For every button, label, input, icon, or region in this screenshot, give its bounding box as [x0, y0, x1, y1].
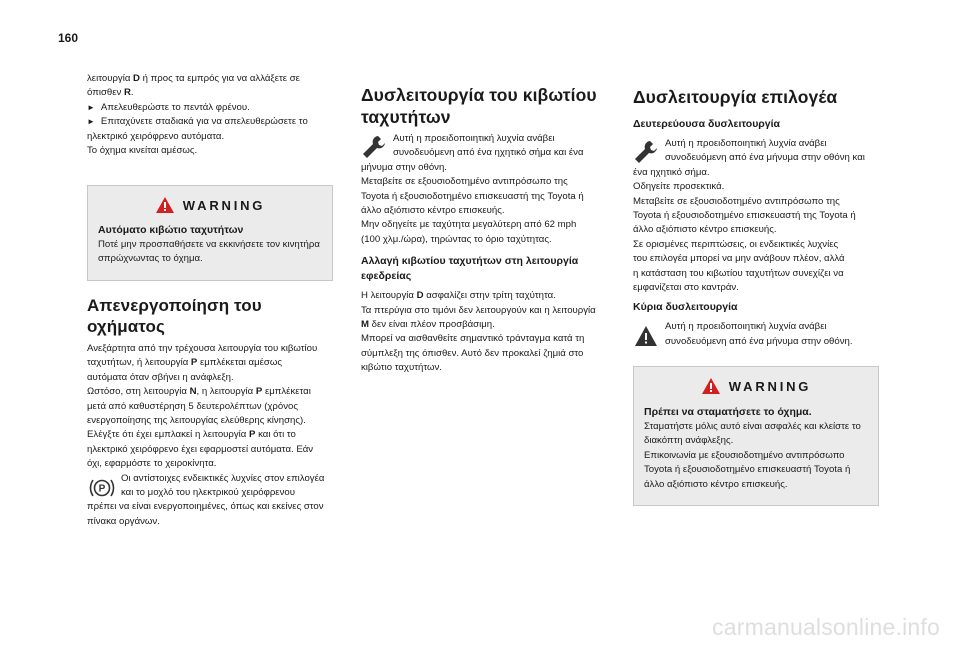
text-line: Ανεξάρτητα από την τρέχουσα λειτουργία του κιβωτίου	[87, 343, 318, 354]
parking-brake-indicator-icon	[87, 476, 117, 500]
icon-paragraph	[633, 137, 883, 166]
warning-box	[633, 366, 879, 506]
warning-box	[87, 185, 333, 281]
warning-triangle-icon	[701, 377, 721, 395]
wrench-icon	[633, 139, 659, 165]
text-line: (100 χλμ./ώρα), τηρώντας το όριο ταχύτητας.	[361, 233, 552, 245]
icon-paragraph	[633, 320, 883, 349]
text-line: Τα πτερύγια στο τιμόνι δεν λειτουργούν και η λειτουργία	[361, 304, 596, 316]
text-line: άλλο αξιόπιστο κέντρο επισκευής.	[633, 224, 777, 236]
text-line: Αυτή η προειδοποιητική λυχνία ανάβει	[665, 138, 827, 149]
bullet-accelerate: ► Επιταχύνετε σταδιακά για να απελευθερώσετε το	[87, 115, 333, 129]
text-line: Toyota ή εξουσιοδοτημένο επισκευαστή της Toyota ή	[633, 210, 856, 222]
text-line: Η λειτουργία D ασφαλίζει στην τρίτη ταχύτητα.	[361, 290, 556, 302]
bullet-release-brake: ► Απελευθερώστε το πεντάλ φρένου.	[87, 101, 333, 115]
warning-text: Επικοινωνία με εξουσιοδοτημένο αντιπρόσωπο	[644, 449, 845, 461]
text-line: Μεταβείτε σε εξουσιοδοτημένο αντιπρόσωπο της	[361, 176, 568, 188]
warning-text: άλλο αξιόπιστο κέντρο επισκευής.	[644, 478, 788, 490]
subheading-major-fault: Κύρια δυσλειτουργία	[633, 301, 738, 314]
text-line: Αυτή η προειδοποιητική λυχνία ανάβει	[665, 321, 827, 333]
intro-line-2: όπισθεν R.	[87, 87, 134, 99]
warning-text: Σταματήστε μόλις αυτό είναι ασφαλές και κλείστε το	[644, 421, 861, 432]
warning-header	[634, 377, 878, 395]
section-heading-gearbox-fault: Δυσλειτουργία του κιβωτίου ταχυτήτων	[361, 85, 597, 127]
watermark: carmanualsonline.info	[712, 614, 940, 640]
text-line: κιβώτιο ταχυτήτων.	[361, 362, 442, 374]
warning-label: WARNING	[728, 378, 812, 394]
text-line: άλλο αξιόπιστο κέντρο επισκευής.	[361, 205, 505, 217]
text-line: ένα ηχητικό σήμα.	[633, 166, 710, 178]
text-line: Μην οδηγείτε με ταχύτητα μεγαλύτερη από 62 mph	[361, 219, 577, 231]
section-heading-shutdown: Απενεργοποίηση του οχήματος	[87, 296, 262, 336]
subheading-minor-fault: Δευτερεύουσα δυσλειτουργία	[633, 118, 781, 130]
text-line: Ωστόσο, στη λειτουργία N, η λειτουργία P εμπλέκεται	[87, 386, 311, 398]
warning-text: Ποτέ μην προσπαθήσετε να εκκινήσετε τον κινητήρα	[98, 239, 320, 250]
section-heading-selector-fault: Δυσλειτουργία επιλογέα	[633, 87, 838, 107]
text-line: Μπορεί να αισθανθείτε σημαντικό τράνταγμα κατά τη	[361, 333, 585, 345]
text-line: Ελέγξτε ότι έχει εμπλακεί η λειτουργία P και ότι το	[87, 429, 296, 441]
text-line: ηλεκτρικό χειρόφρενο έχει εφαρμοστεί αυτόματα. Εάν	[87, 443, 314, 455]
text-line: η κατάσταση του κιβωτίου ταχυτήτων συνεχίζει να	[633, 267, 844, 279]
text-line: Toyota ή εξουσιοδοτημένο επισκευαστή της Toyota ή	[361, 190, 584, 202]
warning-text: σπρώχνωντας το όχημα.	[98, 253, 203, 265]
text-line: αυτόματα όταν σβήνει η ανάφλεξη.	[87, 371, 234, 383]
subheading-backup-mode: Αλλαγή κιβωτίου ταχυτήτων στη λειτουργία εφεδρείας	[361, 255, 579, 283]
text-line: ενεργοποίησης της λειτουργίας ελεύθερης κίνησης).	[87, 415, 306, 427]
text-line: Μεταβείτε σε εξουσιοδοτημένο αντιπρόσωπο της	[633, 195, 840, 207]
warning-triangle-icon	[155, 196, 175, 214]
wrench-icon	[361, 134, 387, 160]
text-line: Αυτή η προειδοποιητική λυχνία ανάβει	[393, 133, 555, 144]
text-line: συνοδευόμενη από ένα ηχητικό σήμα και ένα	[393, 147, 584, 159]
warning-text: Toyota ή εξουσιοδοτημένο επισκευαστή Toyota ή	[644, 464, 851, 476]
text-line: και το μοχλό του ηλεκτρικού χειρόφρενου	[121, 487, 295, 499]
warning-triangle-icon	[633, 324, 659, 348]
text-line: ταχυτήτων, ή λειτουργία P εμπλέκεται αμέσως	[87, 357, 282, 369]
text-line: πρέπει να είναι ενεργοποιημένες, όπως και εκείνες στον	[87, 501, 324, 513]
warning-header	[88, 196, 332, 214]
svg-text:P: P	[98, 483, 106, 495]
intro-line-1: λειτουργία D ή προς τα εμπρός για να αλλάξετε σε	[87, 73, 300, 84]
text-line: εμφανίζεται στο καντράν.	[633, 282, 739, 294]
text-line: Σε ορισμένες περιπτώσεις, οι ενδεικτικές λυχνίες	[633, 238, 839, 250]
text-line: Το όχημα κινείται αμέσως.	[87, 145, 198, 157]
warning-title: Αυτόματο κιβώτιο ταχυτήτων	[98, 224, 244, 236]
text-line: συνοδευόμενη από ένα μήνυμα στην οθόνη.	[665, 335, 853, 347]
text-line: μετά από καθυστέρηση 5 δευτερολέπτων (χρόνος	[87, 400, 298, 412]
warning-text: διακόπτη ανάφλεξης.	[644, 435, 734, 447]
text-line: σύμπλεξη της όπισθεν. Αυτό δεν προκαλεί ζημιά στο	[361, 347, 584, 359]
text-line: μήνυμα στην οθόνη.	[361, 161, 447, 173]
text-line: M δεν είναι πλέον προσβάσιμη.	[361, 319, 495, 331]
warning-label: WARNING	[182, 197, 266, 213]
icon-paragraph	[87, 472, 337, 501]
text-line: συνοδευόμενη από ένα μήνυμα στην οθόνη και	[665, 152, 865, 164]
text-line: Οι αντίστοιχες ενδεικτικές λυχνίες στον επιλογέα	[121, 472, 325, 484]
text-line: όχι, εφαρμόστε το χειροκίνητα.	[87, 458, 217, 470]
text-line: του επιλογέα μπορεί να μην ανάβουν πλέον, αλλά	[633, 253, 845, 265]
text-line: Οδηγείτε προσεκτικά.	[633, 181, 725, 193]
icon-paragraph	[361, 132, 611, 161]
text-line: ηλεκτρικό χειρόφρενο αυτόματα.	[87, 130, 225, 142]
warning-title: Πρέπει να σταματήσετε το όχημα.	[644, 406, 812, 418]
text-line: πίνακα οργάνων.	[87, 515, 160, 527]
page-number: 160	[58, 31, 79, 45]
